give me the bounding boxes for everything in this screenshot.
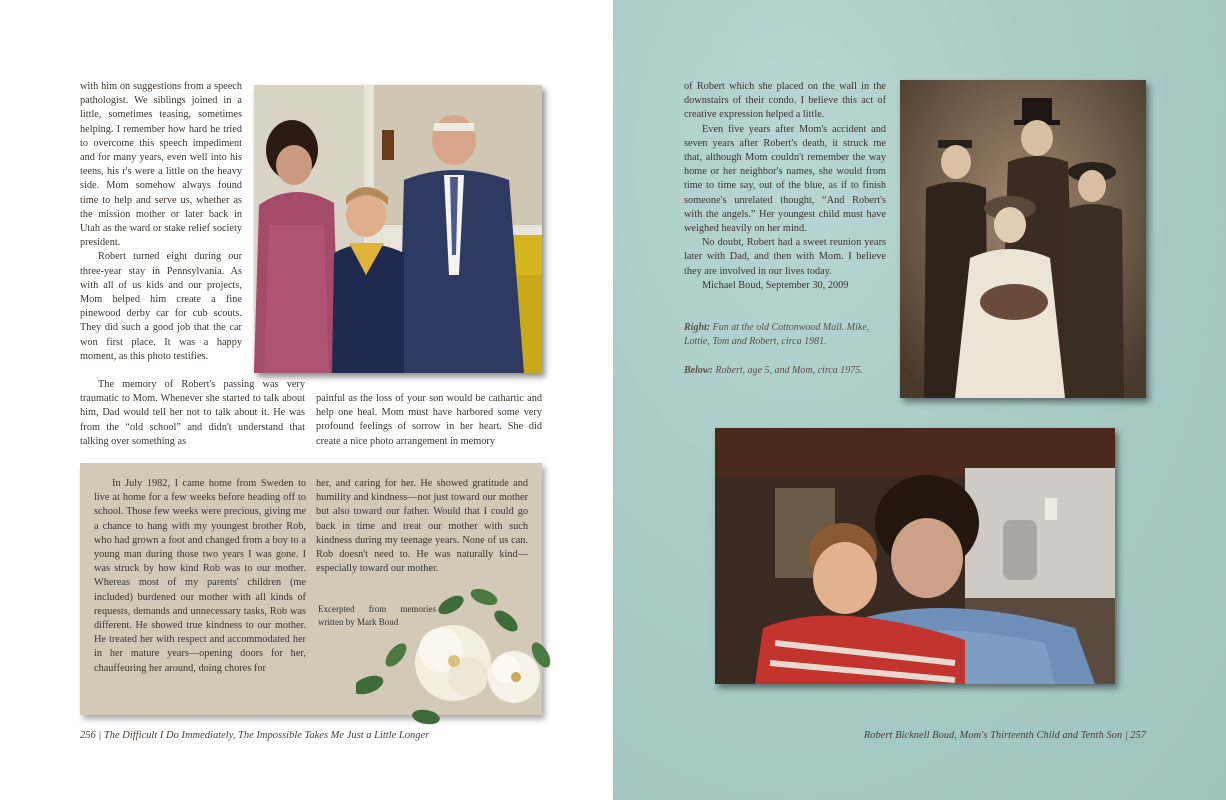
paragraph: painful as the loss of your son would be cathartic and help one heal. Mom must have harbored some very profound feelings of sorrow in her heart. She did create a nice photo arrangement in memory	[316, 393, 542, 447]
caption-below	[684, 364, 894, 378]
paragraph: Even five years after Mom's accident and seven years after Robert's death, it struck me that, although Mom couldn't remember the way home or her neighbor's names, she would from time to time say, out of the blue, as if to finish someone's unrelated thought, “And Robert's with the angels.” Her youngest child must have weighed heavily on her mind.	[684, 123, 886, 235]
caption-label: Below:	[684, 365, 713, 376]
paragraph: No doubt, Robert had a sweet reunion years later with Dad, and then with Mom. I believe they are involved in our lives today.	[684, 237, 886, 277]
left-column-2-text	[316, 392, 542, 449]
caption-right	[684, 321, 894, 349]
photo-pinewood-derby	[254, 85, 542, 373]
photo-robert-and-mom	[715, 428, 1115, 684]
paragraph: In July 1982, I came home from Sweden to live at home for a few weeks before heading off to school. Those few weeks were precious, giving me a chance to hang with my youngest brother Rob, who had grown a foot and changed from a boy to a young man during those two years I was gone. I was struck by how kind Rob was to our mother. Whereas most of my parents' children (me included) burdened our mother with all kinds of requests, demands and unnecessary tasks, Rob was different. He showed true kindness to our mother. He treated her with respect and accommodated her in her mature years—opening doors for her, chauffeuring her around, doing chores for	[94, 478, 306, 674]
right-page-footer: Robert Bicknell Boud, Mom's Thirteenth Child and Tenth Son | 257	[863, 730, 1146, 741]
caption-text: Fun at the old Cottonwood Mall. Mike, Lottie, Tom and Robert, circa 1981.	[684, 322, 870, 347]
paragraph: her, and caring for her. He showed gratitude and humility and kindness—not just toward our mother but also toward our father. Would that I could go back in time and treat our mother with such kindness during my teenage years. None of us can. Rob doesn't need to. He was naturally kind—especially toward our mother.	[316, 478, 528, 575]
left-column-1-text	[80, 80, 242, 364]
excerpt-credit-text: Excerpted from memories written by Mark Boud	[318, 604, 436, 627]
left-wide-paragraph-start	[80, 378, 305, 449]
caption-label: Right:	[684, 322, 711, 333]
photo-costume-portrait	[900, 80, 1146, 398]
right-page	[613, 0, 1226, 800]
sidebar-column-1	[94, 477, 306, 676]
sidebar-column-2	[316, 477, 528, 576]
right-column-text	[684, 80, 886, 293]
paragraph: of Robert which she placed on the wall in the downstairs of their condo. I believe this act of creative expression helped a little.	[684, 81, 886, 121]
decorative-flowers-image	[356, 585, 566, 730]
paragraph: with him on suggestions from a speech pathologist. We siblings joined in a little, sometimes teasing, sometimes helping. I remember how hard he tried to overcome this speech impediment and for many years, even well into his teens, his r's were a little on the heavy side. Mom somehow always found time to help and serve us, whether as the mission mother or later back in Utah as the ward or stake relief society president.	[80, 81, 242, 249]
left-page-footer: 256 | The Difficult I Do Immediately, The Impossible Takes Me Just a Little Longer	[80, 730, 430, 741]
paragraph: Michael Boud, September 30, 2009	[702, 279, 849, 291]
caption-text: Robert, age 5, and Mom, circa 1975.	[712, 365, 863, 376]
paragraph: The memory of Robert's passing was very traumatic to Mom. Whenever she started to talk about him, Dad would tell her not to talk about it. He was from the “old school” and didn't understand that talking over something as	[80, 379, 305, 447]
paragraph: Robert turned eight during our three-year stay in Pennsylvania. As with all of us kids and our projects, Mom helped him create a fine pinewood derby car for cub scouts. They did such a good job that the car won first place. It was a happy moment, as this photo testifies.	[80, 251, 242, 362]
